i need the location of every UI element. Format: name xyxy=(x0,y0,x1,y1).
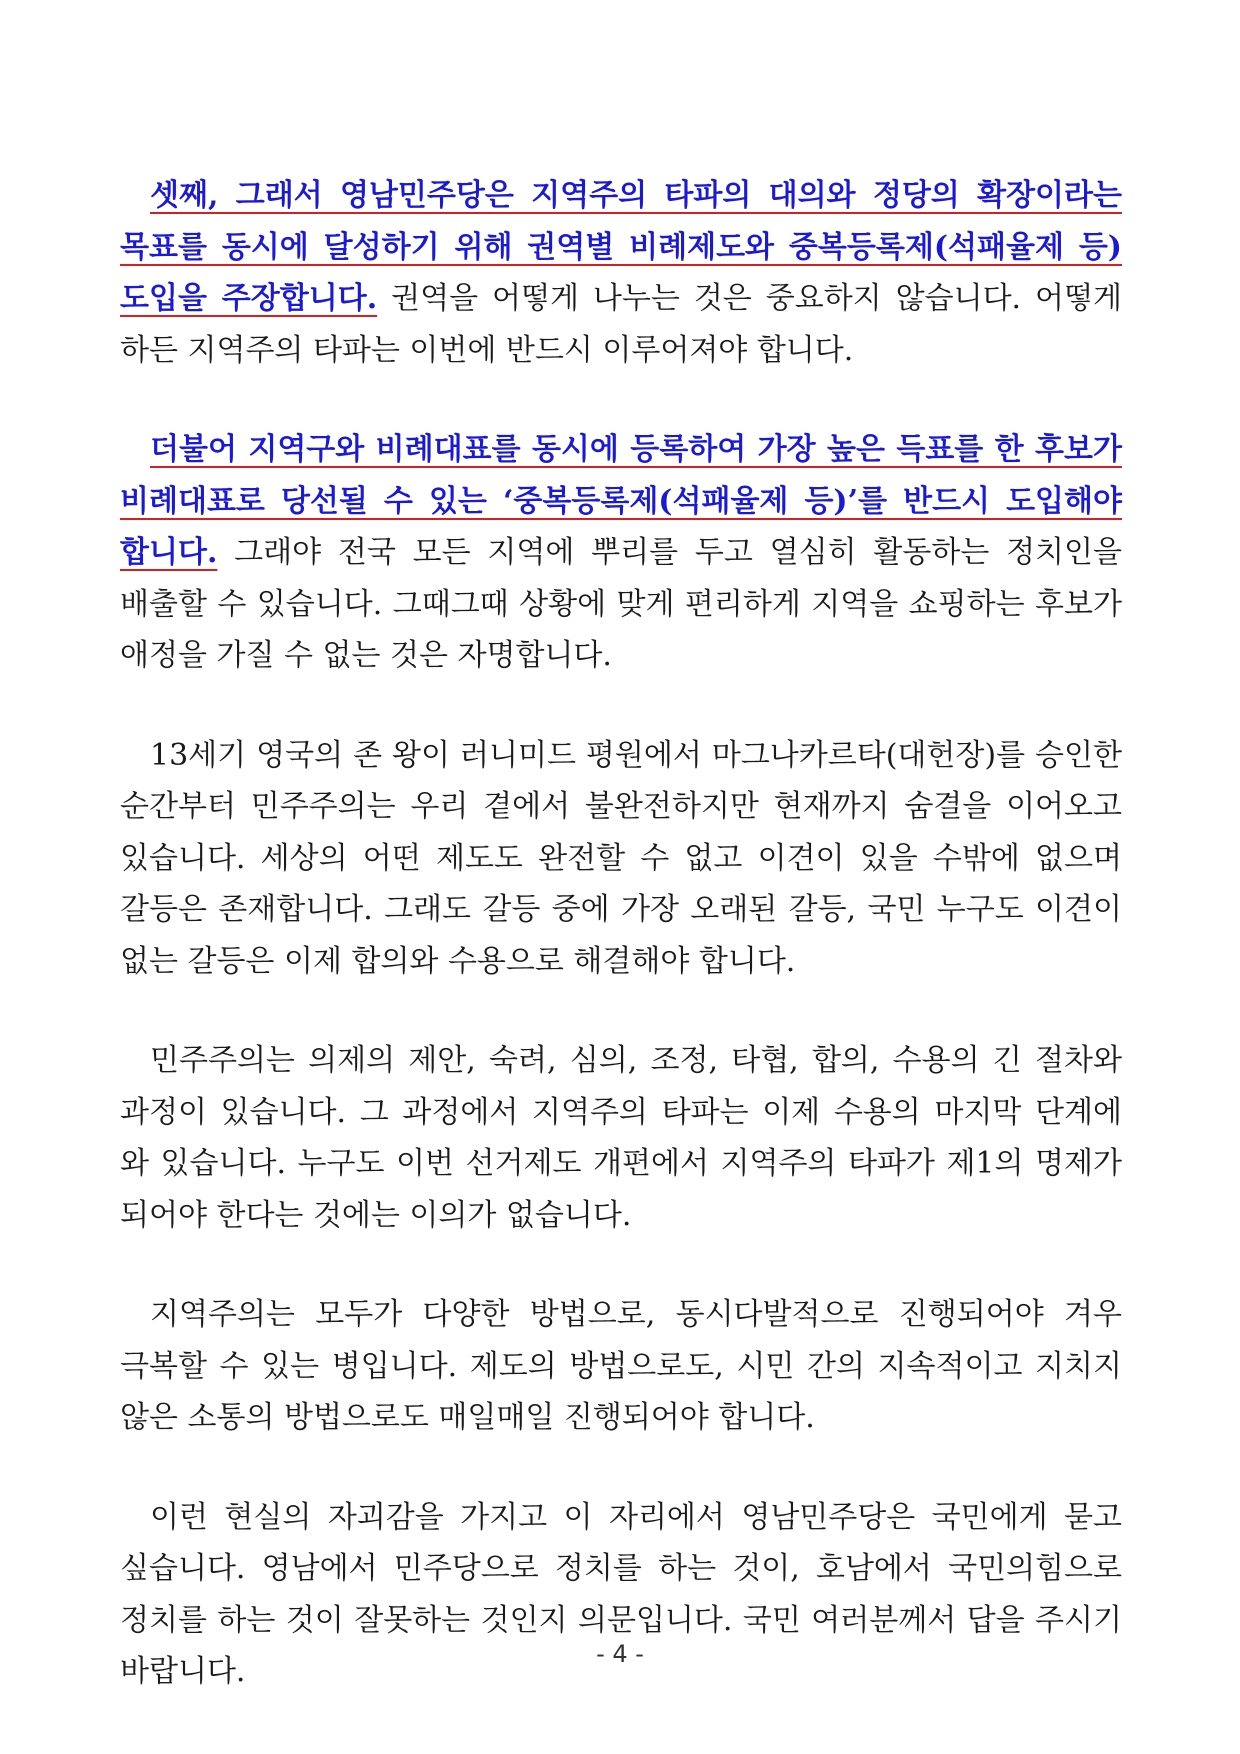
page-number: - 4 - xyxy=(596,1640,644,1668)
paragraph-6-text: 이런 현실의 자괴감을 가지고 이 자리에서 영남민주당은 국민에게 묻고 싶습니다. 영남에서 민주당으로 정치를 하는 것이, 호남에서 국민의힘으로 정치를 하는 것이 잘못하는 것인지 의문입니다. 국민 여러분께서 답을 주시기 바랍니다. xyxy=(120,1499,1122,1689)
paragraph-5 xyxy=(120,1289,1122,1444)
paragraph-4-text: 민주주의는 의제의 제안, 숙려, 심의, 조정, 타협, 합의, 수용의 긴 절차와 과정이 있습니다. 그 과정에서 지역주의 타파는 이제 수용의 마지막 단계에 와 있습니다. 누구도 이번 선거제도 개편에서 지역주의 타파가 제1의 명제가 되어야 한다는 것에는 이의가 없습니다. xyxy=(120,1043,1122,1233)
paragraph-1 xyxy=(120,170,1122,376)
paragraph-3 xyxy=(120,730,1122,988)
paragraph-4 xyxy=(120,1035,1122,1241)
paragraph-1-text: 권역을 어떻게 나누는 것은 중요하지 않습니다. 어떻게 하든 지역주의 타파는 이번에 반드시 이루어져야 합니다. xyxy=(120,281,1122,368)
page-body xyxy=(120,170,1122,1746)
paragraph-2-highlight: 더불어 지역구와 비례대표를 동시에 등록하여 가장 높은 득표를 한 후보가 비례대표로 당선될 수 있는 ‘중복등록제(석패율제 등)’를 반드시 도입해야 합니다. xyxy=(120,432,1122,570)
paragraph-1-highlight: 셋째, 그래서 영남민주당은 지역주의 타파의 대의와 정당의 확장이라는 목표를 동시에 달성하기 위해 권역별 비례제도와 중복등록제(석패율제 등) 도입을 주장합니다. xyxy=(120,178,1122,316)
paragraph-3-text: 13세기 영국의 존 왕이 러니미드 평원에서 마그나카르타(대헌장)를 승인한 순간부터 민주주의는 우리 곁에서 불완전하지만 현재까지 숨결을 이어오고 있습니다. 세상의 어떤 제도도 완전할 수 없고 이견이 있을 수밖에 없으며 갈등은 존재합니다. 그래도 갈등 중에 가장 오래된 갈등, 국민 누구도 이견이 없는 갈등은 이제 합의와 수용으로 해결해야 합니다. xyxy=(120,737,1122,979)
paragraph-2 xyxy=(120,424,1122,682)
paragraph-2-text: 그래야 전국 모든 지역에 뿌리를 두고 열심히 활동하는 정치인을 배출할 수 있습니다. 그때그때 상황에 맞게 편리하게 지역을 쇼핑하는 후보가 애정을 가질 수 없는 것은 자명합니다. xyxy=(120,535,1122,673)
paragraph-5-text: 지역주의는 모두가 다양한 방법으로, 동시다발적으로 진행되어야 겨우 극복할 수 있는 병입니다. 제도의 방법으로도, 시민 간의 지속적이고 지치지 않은 소통의 방법으로도 매일매일 진행되어야 합니다. xyxy=(120,1297,1122,1435)
